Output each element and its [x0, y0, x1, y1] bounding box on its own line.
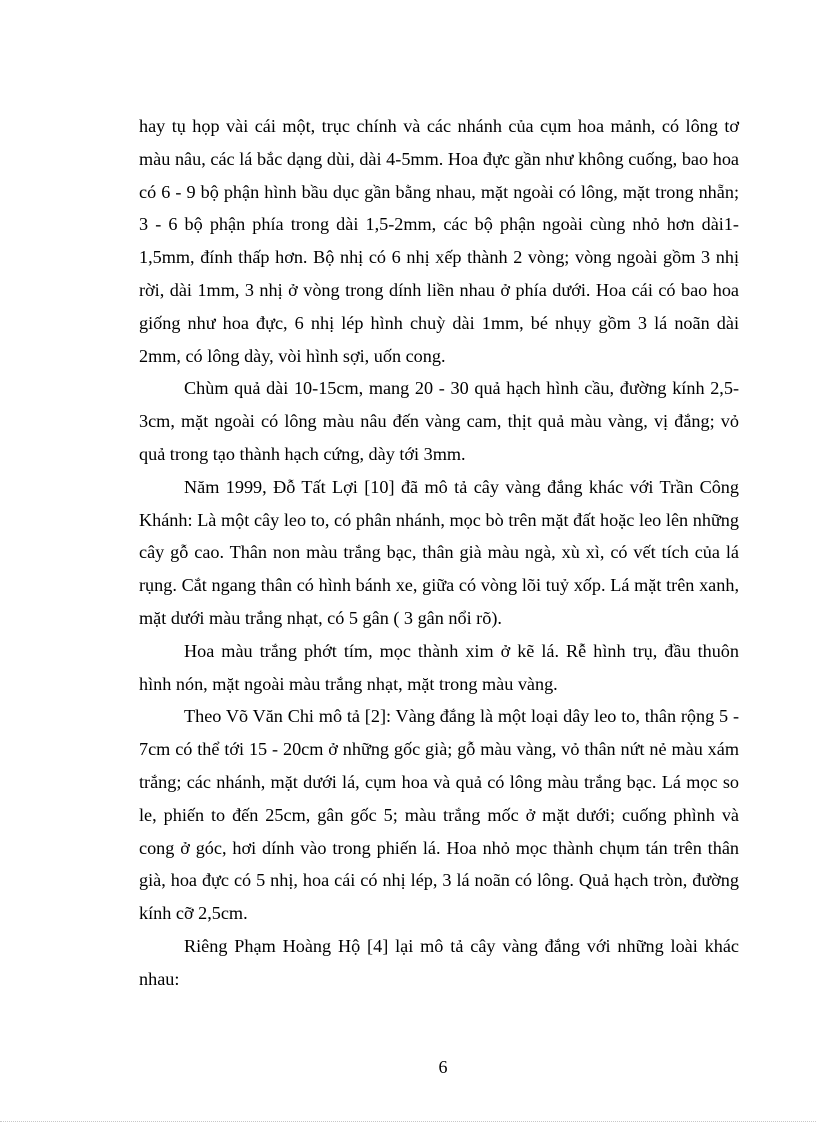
paragraph-flower-root: Hoa màu trắng phớt tím, mọc thành xim ở kẽ lá. Rễ hình trụ, đầu thuôn hình nón, mặt ngoài màu trắng nhạt, mặt trong màu vàng.: [139, 640, 739, 694]
paragraph-fruit-cluster: Chùm quả dài 10-15cm, mang 20 - 30 quả hạch hình cầu, đường kính 2,5-3cm, mặt ngoài có lông màu nâu đến vàng cam, thịt quả màu vàng, vị đắng; vỏ quả trong tạo thành hạch cứng, dày tới 3mm.: [139, 378, 739, 464]
page-number: 6: [438, 1057, 448, 1077]
paragraph-do-tat-loi: Năm 1999, Đỗ Tất Lợi [10] đã mô tả cây vàng đắng khác với Trần Công Khánh: Là một cây leo to, có phân nhánh, mọc bò trên mặt đất hoặc leo lên những cây gỗ cao. Thân non màu trắng bạc, thân già màu ngà, xù xì, có vết tích của lá rụng. Cắt ngang thân có hình bánh xe, giữa có vòng lõi tuỷ xốp. Lá mặt trên xanh, mặt dưới màu trắng nhạt, có 5 gân ( 3 gân nổi rõ).: [139, 476, 739, 628]
paragraph-continuation: hay tụ họp vài cái một, trục chính và các nhánh của cụm hoa mảnh, có lông tơ màu nâu, các lá bắc dạng dùi, dài 4-5mm. Hoa đực gần như không cuống, bao hoa có 6 - 9 bộ phận hình bầu dục gần bằng nhau, mặt ngoài có lông, mặt trong nhẵn; 3 - 6 bộ phận phía trong dài 1,5-2mm, các bộ phận ngoài cùng nhỏ hơn dài1-1,5mm, đính thấp hơn. Bộ nhị có 6 nhị xếp thành 2 vòng; vòng ngoài gồm 3 nhị rời, dài 1mm, 3 nhị ở vòng trong dính liền nhau ở phía dưới. Hoa cái có bao hoa giống như hoa đực, 6 nhị lép hình chuỳ dài 1mm, bé nhụy gồm 3 lá noãn dài 2mm, có lông dày, vòi hình sợi, uốn cong.: [139, 116, 739, 366]
document-body: [139, 110, 739, 996]
page-bottom-divider: [0, 1121, 816, 1122]
paragraph-vo-van-chi: Theo Võ Văn Chi mô tả [2]: Vàng đắng là một loại dây leo to, thân rộng 5 - 7cm có thể tới 15 - 20cm ở những gốc già; gỗ màu vàng, vỏ thân nứt nẻ màu xám trắng; các nhánh, mặt dưới lá, cụm hoa và quả có lông màu trắng bạc. Lá mọc so le, phiến to đến 25cm, gân gốc 5; màu trắng mốc ở mặt dưới; cuống phình và cong ở góc, hơi dính vào trong phiến lá. Hoa nhỏ mọc thành chụm tán trên thân già, hoa đực có 5 nhị, hoa cái có nhị lép, 3 lá noãn có lông. Quả hạch tròn, đường kính cỡ 2,5cm.: [139, 706, 739, 924]
paragraph-pham-hoang-ho: Riêng Phạm Hoàng Hộ [4] lại mô tả cây vàng đắng với những loài khác nhau:: [139, 935, 739, 989]
